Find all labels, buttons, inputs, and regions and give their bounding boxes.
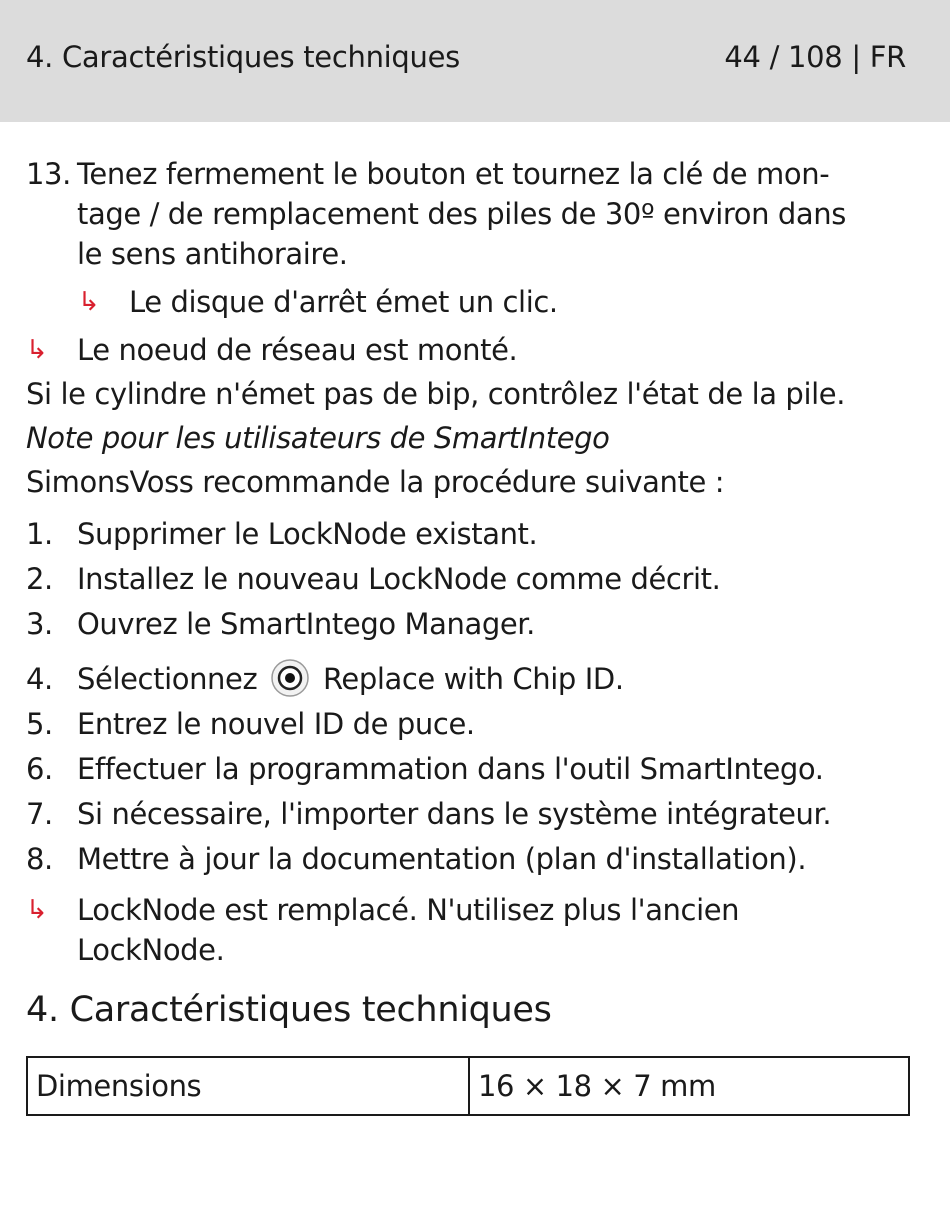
radio-select-icon xyxy=(270,658,310,698)
step-13-result xyxy=(26,282,910,322)
result-text: Le disque d'arrêt émet un clic. xyxy=(129,285,558,319)
procedure-item xyxy=(26,704,910,749)
result-text: LockNode est remplacé. N'utilisez plus l'ancien xyxy=(77,893,740,927)
recommend-text: SimonsVoss recommande la procédure suivante : xyxy=(26,465,725,499)
step-text-line: le sens antihoraire. xyxy=(77,237,348,271)
final-result xyxy=(26,890,910,970)
procedure-item xyxy=(26,514,910,559)
item-text: Installez le nouveau LockNode comme décrit. xyxy=(77,562,721,596)
document-body xyxy=(26,154,910,1116)
item-number: 6. xyxy=(26,752,53,786)
item-number: 7. xyxy=(26,797,53,831)
result-mounted xyxy=(26,330,910,370)
result-arrow-icon: ↳ xyxy=(26,895,48,925)
item-text: Replace with Chip ID. xyxy=(322,662,624,696)
table-row xyxy=(27,1057,909,1115)
result-text: Le noeud de réseau est monté. xyxy=(77,333,518,367)
step-13 xyxy=(26,154,910,274)
item-number: 2. xyxy=(26,562,53,596)
header-page-number: 44 / 108 | FR xyxy=(724,40,906,74)
procedure-item xyxy=(26,559,910,604)
item-text: Ouvrez le SmartIntego Manager. xyxy=(77,607,535,641)
result-arrow-icon: ↳ xyxy=(78,287,100,317)
result-text: LockNode. xyxy=(77,933,225,967)
step-number: 13. xyxy=(26,157,71,191)
procedure-item xyxy=(26,604,910,649)
item-text: Sélectionnez xyxy=(77,662,258,696)
spec-value: 16 × 18 × 7 mm xyxy=(469,1057,909,1115)
battery-note: Si le cylindre n'émet pas de bip, contrôlez l'état de la pile. xyxy=(26,377,846,411)
procedure-item xyxy=(26,749,910,794)
item-number: 3. xyxy=(26,607,53,641)
item-text: Mettre à jour la documentation (plan d'installation). xyxy=(77,842,807,876)
header-section-title: 4. Caractéristiques techniques xyxy=(26,40,460,74)
section-heading: 4. Caractéristiques techniques xyxy=(26,990,552,1030)
item-text: Effectuer la programmation dans l'outil SmartIntego. xyxy=(77,752,824,786)
specs-table xyxy=(26,1056,910,1116)
procedure-item xyxy=(26,794,910,839)
page-header xyxy=(0,0,950,122)
procedure-item xyxy=(26,659,910,704)
smartintego-note-heading: Note pour les utilisateurs de SmartIntego xyxy=(26,421,610,455)
item-text: Entrez le nouvel ID de puce. xyxy=(77,707,475,741)
item-text: Supprimer le LockNode existant. xyxy=(77,517,538,551)
item-number: 5. xyxy=(26,707,53,741)
item-number: 1. xyxy=(26,517,53,551)
result-arrow-icon: ↳ xyxy=(26,335,48,365)
procedure-item xyxy=(26,839,910,884)
step-text-line: Tenez fermement le bouton et tournez la clé de mon- xyxy=(77,157,830,191)
item-text: Si nécessaire, l'importer dans le système intégrateur. xyxy=(77,797,832,831)
step-text-line: tage / de remplacement des piles de 30º environ dans xyxy=(77,197,846,231)
item-number: 4. xyxy=(26,662,53,696)
spec-label: Dimensions xyxy=(27,1057,469,1115)
item-number: 8. xyxy=(26,842,53,876)
